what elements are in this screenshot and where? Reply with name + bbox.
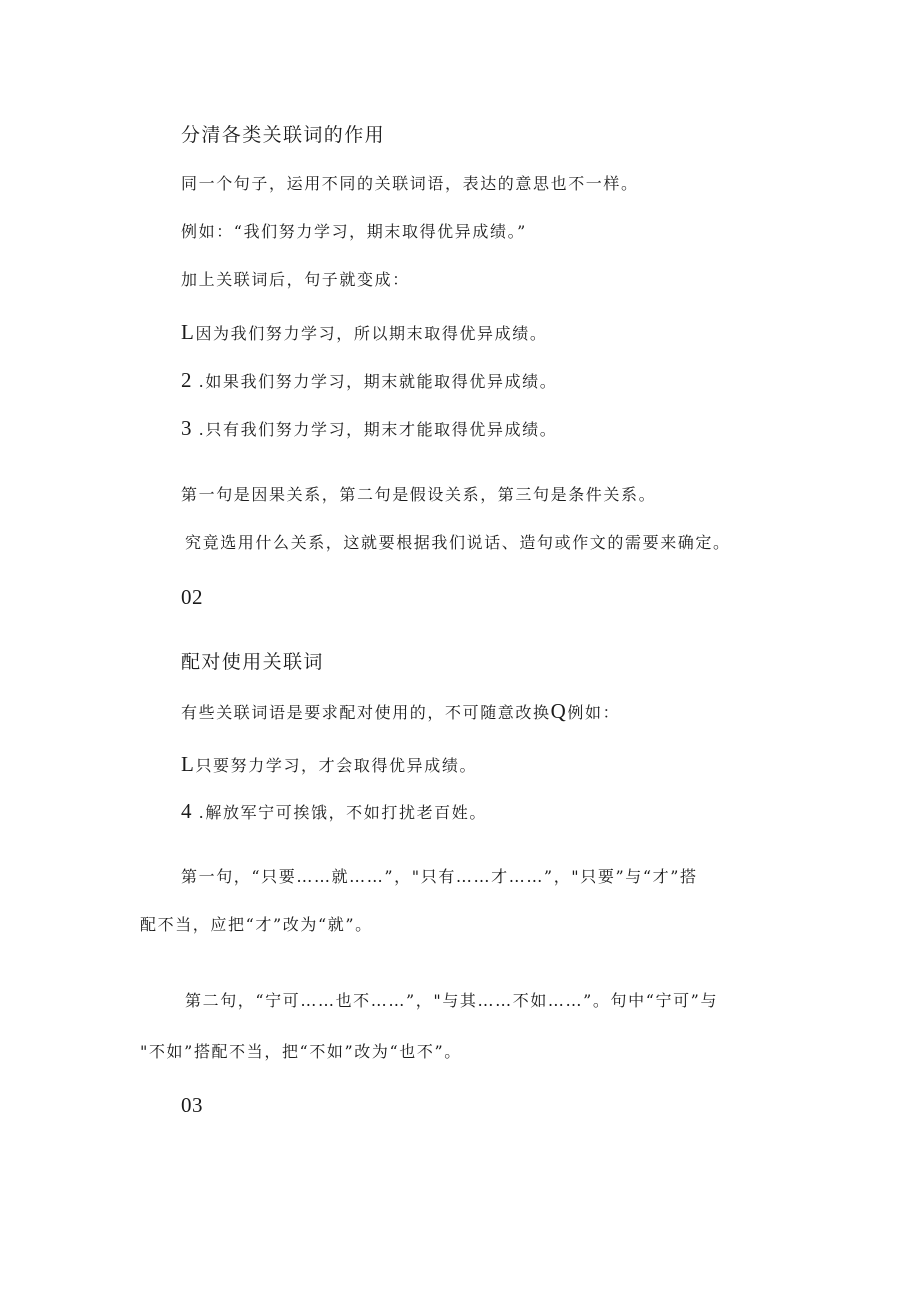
list-item-text: 因为我们努力学习，所以期末取得优异成绩。 [195, 324, 548, 343]
section2-heading: 配对使用关联词 [181, 651, 324, 673]
list-item-text: .如果我们努力学习，期末就能取得优异成绩。 [192, 372, 558, 391]
section1-intro: 同一个句子，运用不同的关联词语，表达的意思也不一样。 [181, 174, 639, 193]
section2-number: 02 [181, 585, 203, 609]
list-item [181, 753, 477, 777]
list-item [181, 321, 547, 345]
section1-heading: 分清各类关联词的作用 [181, 124, 386, 146]
section2-intro-text: 有些关联词语是要求配对使用的，不可随意改换 [181, 703, 551, 722]
section1-summary: 第一句是因果关系，第二句是假设关系，第三句是条件关系。 [181, 485, 657, 504]
list-marker: L [181, 320, 196, 344]
section2-intro-marker: Q [550, 699, 568, 723]
list-item [181, 369, 557, 393]
section1-example: 例如：“我们努力学习，期末取得优异成绩。” [181, 222, 527, 241]
section2-intro-text-2: 例如： [567, 703, 621, 722]
list-item [181, 417, 557, 441]
list-item-text: 只要努力学习，才会取得优异成绩。 [195, 756, 478, 775]
list-marker: 4 [181, 799, 192, 823]
section2-para1-line1: 第一句，“只要……就……”，"只有……才……”，"只要”与“才”搭 [181, 867, 698, 886]
section2-para2-line2: "不如”搭配不当，把“不如”改为“也不”。 [140, 1042, 462, 1061]
section1-conclusion: 究竟选用什么关系，这就要根据我们说话、造句或作文的需要来确定。 [185, 533, 731, 552]
list-item-text: .只有我们努力学习，期末才能取得优异成绩。 [192, 420, 558, 439]
section1-after: 加上关联词后，句子就变成： [181, 270, 410, 289]
list-item [181, 800, 487, 824]
section3-number: 03 [181, 1093, 203, 1117]
list-marker: L [181, 752, 196, 776]
list-marker: 3 [181, 416, 192, 440]
list-item-text: .解放军宁可挨饿，不如打扰老百姓。 [192, 803, 487, 822]
list-marker: 2 [181, 368, 192, 392]
section2-para1-line2: 配不当，应把“才”改为“就”。 [140, 915, 373, 934]
section2-para2-line1: 第二句，“宁可……也不……”，"与其……不如……”。句中“宁可”与 [185, 991, 719, 1010]
section2-intro [181, 700, 620, 724]
